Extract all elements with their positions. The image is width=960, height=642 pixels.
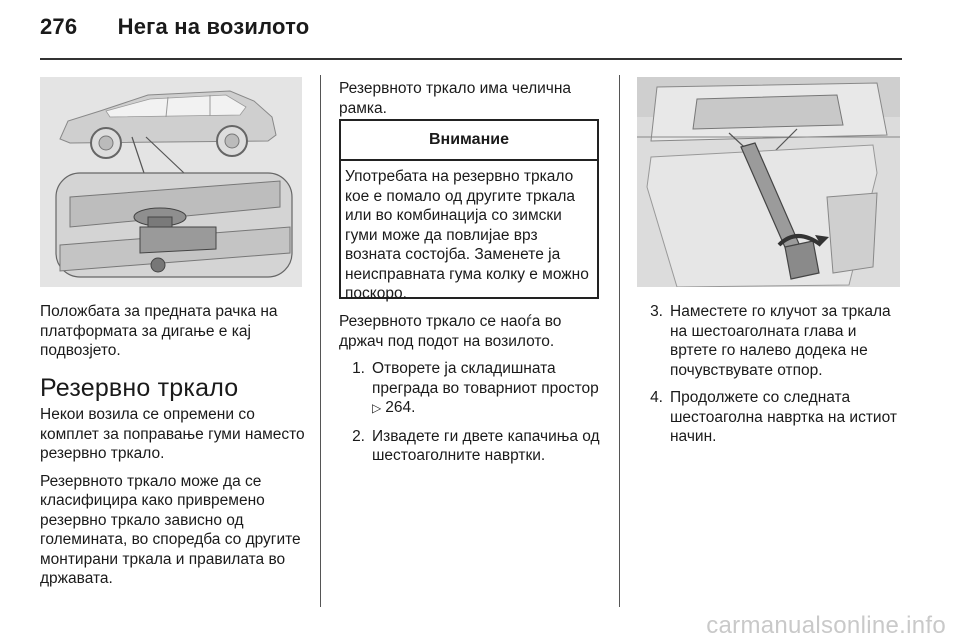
- step-text: Наместете го клучот за тркала на шестоаголната глава и вртете го налево додека не почувствувате отпор.: [670, 303, 891, 379]
- step-number: 2.: [352, 427, 365, 445]
- location-paragraph: Резервното тркало се наоѓа во држач под подот на возилото.: [339, 313, 562, 350]
- section-title: Резервно тркало: [40, 374, 239, 402]
- step-number: 1.: [352, 360, 365, 377]
- column-3-body: [637, 302, 905, 455]
- header-rule: [40, 58, 902, 60]
- figure-caption: [40, 302, 302, 369]
- warning-title: Внимание: [341, 121, 597, 161]
- warning-text: Употребата на резервно тркало кое е помало од другите тркала или во комбинација со зимски гуми може да повлијае врз возната состојба. Заменете ја неисправната гума колку е можно поскоро.: [345, 168, 589, 302]
- watermark: carmanualsonline.info: [706, 612, 946, 639]
- list-item: [637, 388, 905, 447]
- list-item: [637, 302, 905, 380]
- reference-arrow-icon: ▷: [372, 401, 382, 415]
- warning-box: [339, 119, 599, 302]
- column-divider-1: [320, 75, 321, 607]
- list-item: [339, 359, 605, 419]
- page-header: [40, 14, 309, 40]
- wheel-wrench-figure: [637, 77, 900, 287]
- page-reference-link[interactable]: 264.: [385, 399, 416, 416]
- page-number: 276: [40, 14, 78, 39]
- step-text: Извадете ги двете капачиња од шестоаголните навртки.: [372, 427, 600, 464]
- trunk-illustration: [637, 77, 900, 287]
- step-number: 3.: [650, 303, 663, 320]
- steps-list-2: [637, 302, 905, 447]
- page-title: Нега на возилото: [117, 14, 310, 39]
- step-text: Отворете ја складишната преграда во товарниот простор: [372, 360, 599, 397]
- step-number: 4.: [650, 389, 663, 406]
- steps-list-1: [339, 359, 605, 466]
- paragraph-1: Некои возила се опремени со комплет за поправање гуми наместо резервно тркало.: [40, 406, 305, 462]
- caption-text: Положбата за предната рачка на платформата за дигање е кај подвозјето.: [40, 303, 278, 359]
- car-illustration: [40, 77, 302, 287]
- column-1-body: [40, 405, 306, 597]
- list-item: [339, 427, 605, 466]
- car-jack-point-figure: [40, 77, 302, 287]
- intro-text: Резервното тркало има челична рамка.: [339, 80, 572, 117]
- step-text: Продолжете со следната шестоаголна навртка на истиот начин.: [670, 389, 897, 445]
- column-divider-2: [619, 75, 620, 607]
- paragraph-2: Резервното тркало може да се класифицира како привремено резервно тркало зависно од големината, во споредба со другите монтирани тркала и правилата во државата.: [40, 472, 301, 587]
- column-2-body: [339, 312, 605, 474]
